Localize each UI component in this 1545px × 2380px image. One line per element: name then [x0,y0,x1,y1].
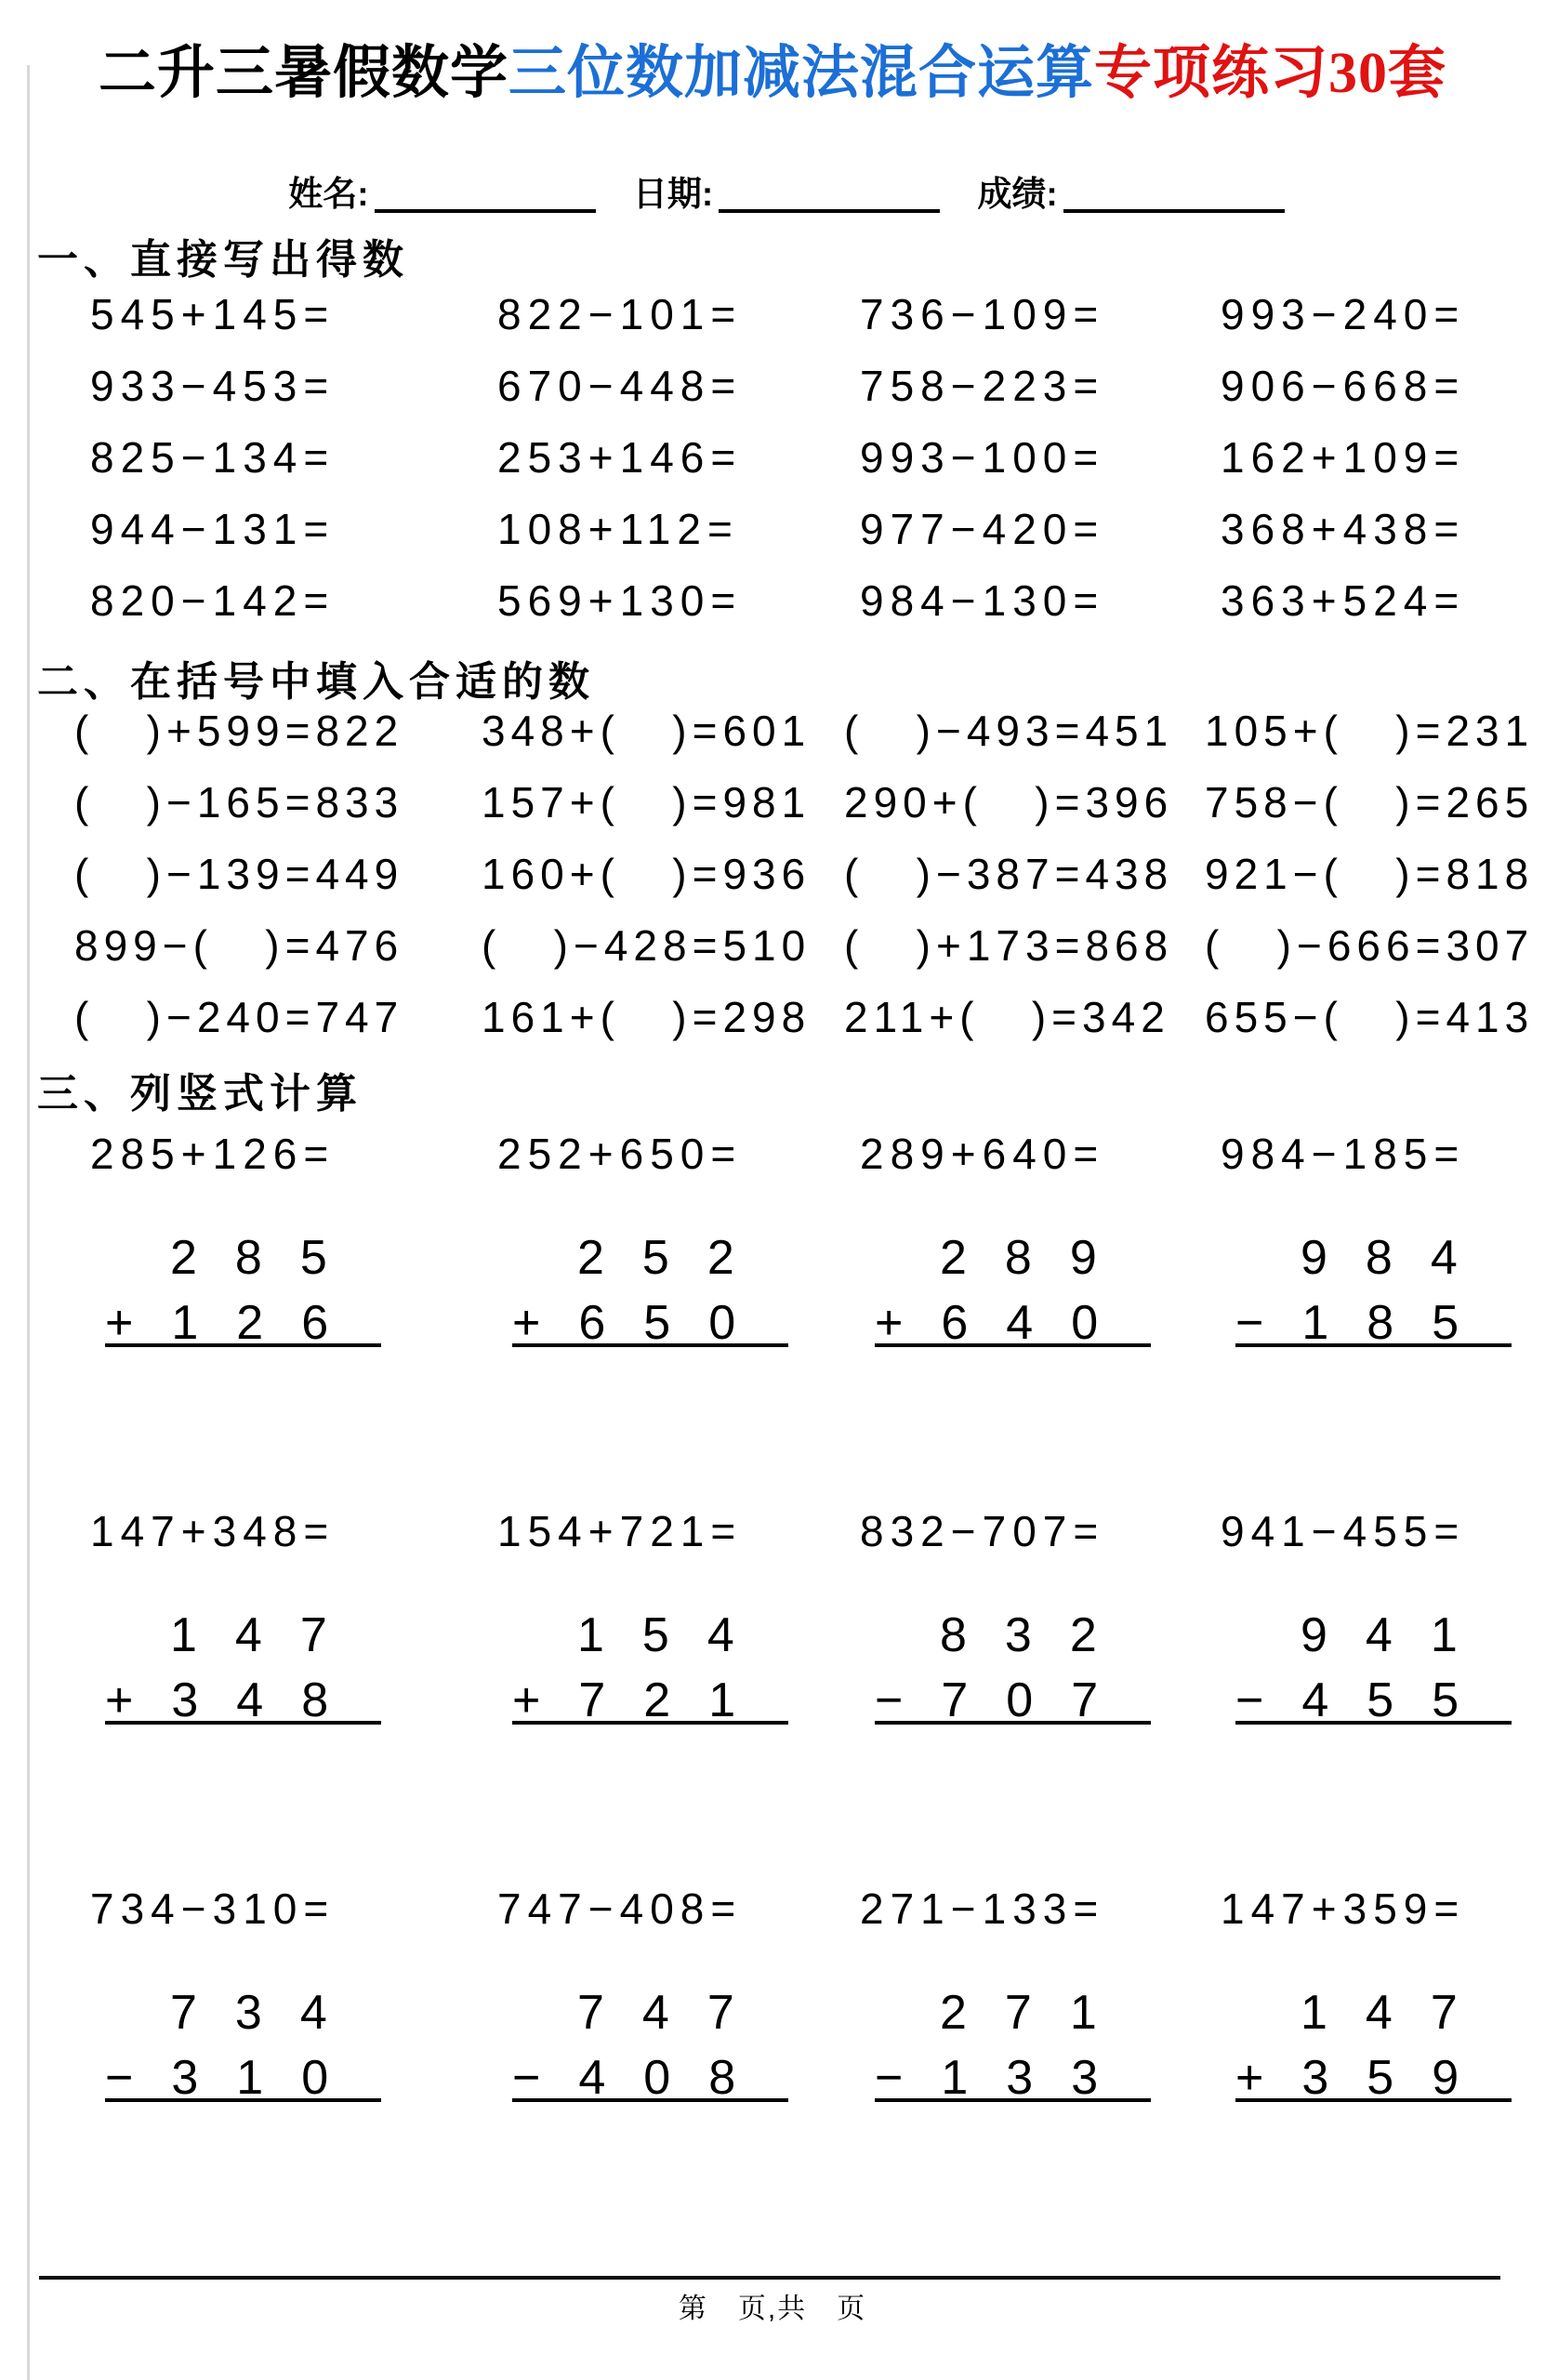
vertical-problem [835,1883,1195,2260]
fill-bracket-problem: ( )−493=451 [844,707,1174,755]
footer-divider [39,2276,1500,2280]
fill-bracket-problem: 655−( )=413 [1205,993,1535,1041]
oral-problem: 820−142= [90,576,336,625]
vertical-top-operand: 271 [940,1986,1135,2040]
oral-problem: 670−448= [497,362,743,410]
oral-problem: 545+145= [90,290,336,338]
fill-bracket-problem: 211+( )=342 [844,993,1170,1041]
fill-bracket-problem: 161+( )=298 [482,993,812,1041]
oral-problem: 736−109= [860,290,1105,338]
vertical-operator-and-operand: +126 [105,1296,367,1350]
fill-bracket-problem: 160+( )=936 [482,850,812,898]
fill-bracket-problem: ( )−666=307 [1205,921,1535,970]
vertical-problem-label: 984−185= [1221,1130,1466,1178]
vertical-problem [472,1128,835,1505]
fill-bracket-problem: ( )−139=449 [74,850,404,898]
vertical-problem [1195,1128,1545,1505]
fill-bracket-problem: 758−( )=265 [1205,778,1535,826]
vertical-block-row [65,1883,1545,2260]
vertical-problem-label: 285+126= [90,1130,336,1178]
name-blank-field [375,172,596,213]
oral-problem: 758−223= [860,362,1105,410]
vertical-problem-label: 734−310= [90,1884,336,1933]
vertical-problem-label: 832−707= [860,1507,1105,1555]
vertical-top-operand: 941 [1301,1608,1496,1662]
vertical-answer-line [512,1343,788,1347]
vertical-operator-and-operand: +721 [512,1673,774,1727]
fill-bracket-problem: ( )−387=438 [844,850,1174,898]
date-blank-field [719,172,940,213]
vertical-answer-line [1235,1721,1512,1725]
vertical-problem [835,1505,1195,1883]
oral-problem: 108+112= [497,505,739,553]
vertical-top-operand: 147 [170,1608,365,1662]
vertical-problem [1195,1505,1545,1883]
score-blank-field [1063,172,1285,213]
vertical-answer-line [512,2098,788,2102]
name-label: 姓名: [288,175,369,213]
vertical-problem [472,1505,835,1883]
vertical-problem-label: 289+640= [860,1130,1105,1178]
oral-problem: 933−453= [90,362,336,410]
vertical-top-operand: 832 [940,1608,1135,1662]
student-info-row [0,165,1545,216]
page-title [0,26,1545,109]
oral-problem: 944−131= [90,505,336,553]
vertical-problem-label: 271−133= [860,1884,1105,1933]
vertical-problem-label: 941−455= [1221,1507,1466,1555]
fill-bracket-problem: ( )+173=868 [844,921,1174,970]
fill-bracket-problem: ( )−165=833 [74,778,404,826]
vertical-problem-label: 747−408= [497,1884,743,1933]
vertical-operator-and-operand: −408 [512,2051,774,2105]
title-part-topic: 三位数加减法混合运算 [508,42,1094,105]
section2-header: 二、在括号中填入合适的数 [37,659,595,705]
oral-problem: 569+130= [497,576,743,625]
vertical-answer-line [875,2098,1151,2102]
oral-problem: 363+524= [1221,576,1466,625]
fill-bracket-problem: 921−( )=818 [1205,850,1535,898]
vertical-answer-line [875,1343,1151,1347]
vertical-problem [65,1505,472,1883]
vertical-answer-line [1235,2098,1512,2102]
vertical-answer-line [1235,1343,1512,1347]
vertical-problem-label: 147+348= [90,1507,336,1555]
vertical-top-operand: 734 [170,1986,365,2040]
fill-bracket-problem: 290+( )=396 [844,778,1174,826]
fill-bracket-problem: 348+( )=601 [482,707,812,755]
fill-bracket-problem: ( )−428=510 [482,921,812,970]
section3-vertical-blocks [65,1128,1545,2260]
oral-problem: 368+438= [1221,505,1466,553]
vertical-problem [472,1883,835,2260]
title-part-grade: 二升三暑假数学 [98,42,508,105]
vertical-operator-and-operand: +640 [875,1296,1137,1350]
section3-header: 三、列竖式计算 [37,1071,363,1117]
vertical-answer-line [875,1721,1151,1725]
oral-problem: 977−420= [860,505,1105,553]
vertical-answer-line [105,2098,381,2102]
vertical-block-row [65,1505,1545,1883]
oral-problem: 993−240= [1221,290,1466,338]
vertical-problem [1195,1883,1545,2260]
section1-header: 一、直接写出得数 [37,237,409,283]
fill-bracket-problem: ( )−240=747 [74,993,404,1041]
fill-bracket-problem: 899−( )=476 [74,921,404,970]
section1-problem-grid [65,279,1545,637]
vertical-top-operand: 252 [577,1231,772,1285]
date-label: 日期: [632,175,714,213]
vertical-operator-and-operand: +348 [105,1673,367,1727]
scan-edge-artifact [27,65,30,2380]
fill-bracket-problem: 105+( )=231 [1205,707,1535,755]
title-part-series: 专项练习30套 [1094,42,1447,105]
fill-bracket-problem: ( )+599=822 [74,707,404,755]
vertical-problem [835,1128,1195,1505]
vertical-problem [65,1128,472,1505]
vertical-operator-and-operand: −310 [105,2051,367,2105]
oral-problem: 822−101= [497,290,743,338]
oral-problem: 984−130= [860,576,1105,625]
footer-page-label: 第 页,共 页 [678,2294,867,2324]
vertical-operator-and-operand: −133 [875,2051,1137,2105]
vertical-answer-line [105,1721,381,1725]
vertical-top-operand: 154 [577,1608,772,1662]
vertical-operator-and-operand: +359 [1235,2051,1498,2105]
vertical-operator-and-operand: +650 [512,1296,774,1350]
vertical-operator-and-operand: −707 [875,1673,1137,1727]
oral-problem: 162+109= [1221,433,1466,482]
oral-problem: 906−668= [1221,362,1466,410]
vertical-top-operand: 285 [170,1231,365,1285]
vertical-problem-label: 147+359= [1221,1884,1466,1933]
vertical-top-operand: 747 [577,1986,772,2040]
oral-problem: 993−100= [860,433,1105,482]
vertical-problem-label: 252+650= [497,1130,743,1178]
vertical-operator-and-operand: −185 [1235,1296,1498,1350]
score-label: 成绩: [977,175,1058,213]
vertical-block-row [65,1128,1545,1505]
fill-bracket-problem: 157+( )=981 [482,778,812,826]
oral-problem: 825−134= [90,433,336,482]
oral-problem: 253+146= [497,433,743,482]
vertical-answer-line [105,1343,381,1347]
vertical-answer-line [512,1721,788,1725]
vertical-top-operand: 984 [1301,1231,1496,1285]
vertical-operator-and-operand: −455 [1235,1673,1498,1727]
vertical-top-operand: 289 [940,1231,1135,1285]
vertical-problem [65,1883,472,2260]
vertical-top-operand: 147 [1301,1986,1496,2040]
vertical-problem-label: 154+721= [497,1507,743,1555]
section2-problem-grid [65,695,1545,1053]
